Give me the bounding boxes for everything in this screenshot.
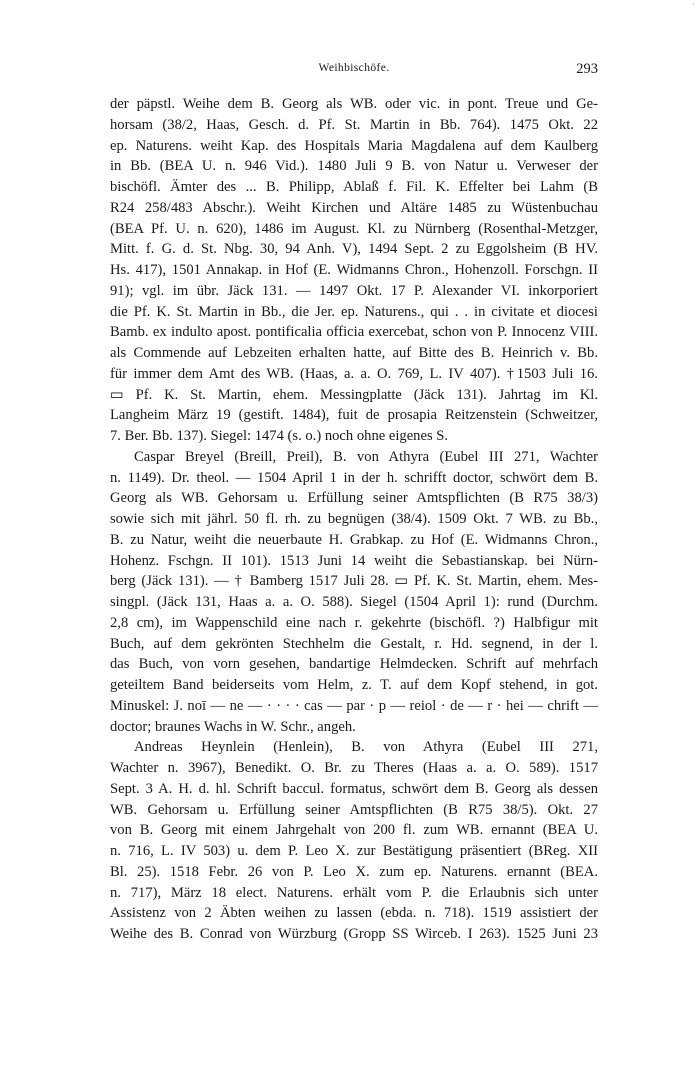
body-text: [110, 94, 598, 945]
page-number: 293: [576, 61, 598, 77]
text-line: berg (Jäck 131). — † Bamberg 1517 Juli 28. ▭ Pf. K. St. Martin, ehem. Mes-: [110, 573, 598, 590]
text-line: Caspar Breyel (Breill, Preil), B. von Athyra (Eubel III 271, Wachter: [134, 448, 598, 465]
text-line: R24 258/483 Abschr.). Weiht Kirchen und Altäre 1485 zu Wüstenbuchau: [110, 199, 598, 216]
text-line: sowie sich mit jährl. 50 fl. rh. zu begnügen (38/4). 1509 Okt. 7 WB. zu Bb.,: [110, 511, 598, 527]
text-line: WB. Gehorsam u. Erfüllung seiner Amtspflichten (B R75 38/5). Okt. 27: [110, 801, 598, 818]
text-line: Buch, auf dem gekrönten Stechhelm die Gestalt, r. Hd. segnend, in der l.: [110, 635, 598, 652]
text-line: horsam (38/2, Haas, Gesch. d. Pf. St. Martin in Bb. 764). 1475 Okt. 22: [110, 116, 598, 133]
text-line: Hohenz. Fschgn. II 101). 1513 Juni 14 weiht die Sebastianskap. bei Nürn-: [110, 552, 598, 569]
text-line: die Pf. K. St. Martin in Bb., die Jer. ep. Naturens., qui . . in civitate et diocesi: [110, 303, 598, 320]
running-head: [110, 62, 598, 82]
text-line: n. 717), März 18 elect. Naturens. erhält vom P. die Erlaubnis sich unter: [110, 884, 598, 901]
text-line: bischöfl. Ämter des ... B. Philipp, Ablaß f. Fil. K. Effelter bei Lahm (B: [110, 179, 598, 195]
text-line: ▭ Pf. K. St. Martin, ehem. Messingplatte (Jäck 131). Jahrtag im Kl.: [110, 386, 598, 403]
text-line: Georg als WB. Gehorsam u. Erfüllung seiner Amtspflichten (B R75 38/3): [110, 490, 598, 507]
text-line: das Buch, von vorn gesehen, bandartige Helmdecken. Schrift auf mehrfach: [110, 656, 598, 673]
text-line: 7. Ber. Bb. 137). Siegel: 1474 (s. o.) noch ohne eigenes S.: [110, 428, 449, 444]
text-line: doctor; braunes Wachs in W. Schr., angeh.: [110, 718, 356, 735]
text-line: Bamb. ex indulto apost. pontificalia officia exercebat, schon von P. Innocenz VIII.: [110, 324, 598, 341]
text-line: Langheim März 19 (gestift. 1484), fuit de prosapia Reitzenstein (Schweitzer,: [110, 407, 598, 424]
text-line: Minuskel: J. noī — ne — · · · · cas — par · p — reiol · de — r · hei — chrift —: [110, 697, 598, 714]
text-line: von B. Georg mit einem Jahrgehalt von 200 fl. zum WB. ernannt (BEA U.: [110, 822, 598, 839]
text-line: Weihe des B. Conrad von Würzburg (Gropp SS Wirceb. I 263). 1525 Juni 23: [110, 926, 598, 942]
text-line: Andreas Heynlein (Henlein), B. von Athyra (Eubel III 271,: [134, 739, 598, 756]
text-line: singpl. (Jäck 131, Haas a. a. O. 588). Siegel (1504 April 1): rund (Durchm.: [110, 594, 598, 610]
text-line: Bl. 25). 1518 Febr. 26 von P. Leo X. zum ep. Naturens. ernannt (BEA.: [110, 863, 598, 880]
text-line: geteiltem Band beiderseits vom Helm, z. T. auf dem Kopf stehend, in got.: [110, 677, 598, 693]
text-line: 91); vgl. im übr. Jäck 131. — 1497 Okt. 17 P. Alexander VI. inkorporiert: [110, 282, 598, 299]
text-line: Mitt. f. G. d. St. Nbg. 30, 94 Anh. V), 1494 Sept. 2 zu Eggolsheim (B HV.: [110, 241, 598, 258]
text-line: n. 716, L. IV 503) u. dem P. Leo X. zur Bestätigung präsentiert (BReg. XII: [110, 843, 598, 859]
text-line: Hs. 417), 1501 Annakap. in Hof (E. Widmanns Chron., Hohenzoll. Forschgn. II: [110, 262, 598, 278]
text-line: Sept. 3 A. H. d. hl. Schrift baccul. formatus, schwört dem B. Georg als dessen: [110, 780, 598, 797]
text-line: Wachter n. 3967), Benedikt. O. Br. zu Theres (Haas a. a. O. 589). 1517: [110, 760, 598, 776]
text-line: für immer dem Amt des WB. (Haas, a. a. O. 769, L. IV 407). †1503 Juli 16.: [110, 365, 598, 382]
running-title: Weihbischöfe.: [318, 62, 390, 74]
text-line: B. zu Natur, weiht die neuerbaute H. Grabkap. zu Hof (E. Widmanns Chron.,: [110, 531, 598, 548]
text-line: 2,8 cm), im Wappenschild eine nach r. gekehrte (bischöfl. ?) Halbfigur mit: [110, 614, 598, 631]
text-line: (BEA Pf. U. n. 620), 1486 im August. Kl. zu Nürnberg (Rosenthal-Metzger,: [110, 220, 598, 237]
corner-mark: ': [692, 2, 694, 11]
text-line: Assistenz von 2 Äbten weihen zu lassen (ebda. n. 718). 1519 assistiert der: [110, 905, 598, 922]
text-line: ep. Naturens. weiht Kap. des Hospitals Maria Magdalena auf dem Kaulberg: [110, 137, 598, 154]
text-line: in Bb. (BEA U. n. 946 Vid.). 1480 Juli 9 B. von Natur u. Verweser der: [110, 158, 598, 175]
text-line: der päpstl. Weihe dem B. Georg als WB. oder vic. in pont. Treue und Ge-: [110, 96, 598, 112]
text-line: als Commende auf Lebzeiten erhalten hatte, auf Bitte des B. Heinrich v. Bb.: [110, 345, 598, 361]
text-line: n. 1149). Dr. theol. — 1504 April 1 in der h. schrifft doctor, schwört dem B.: [110, 469, 598, 486]
